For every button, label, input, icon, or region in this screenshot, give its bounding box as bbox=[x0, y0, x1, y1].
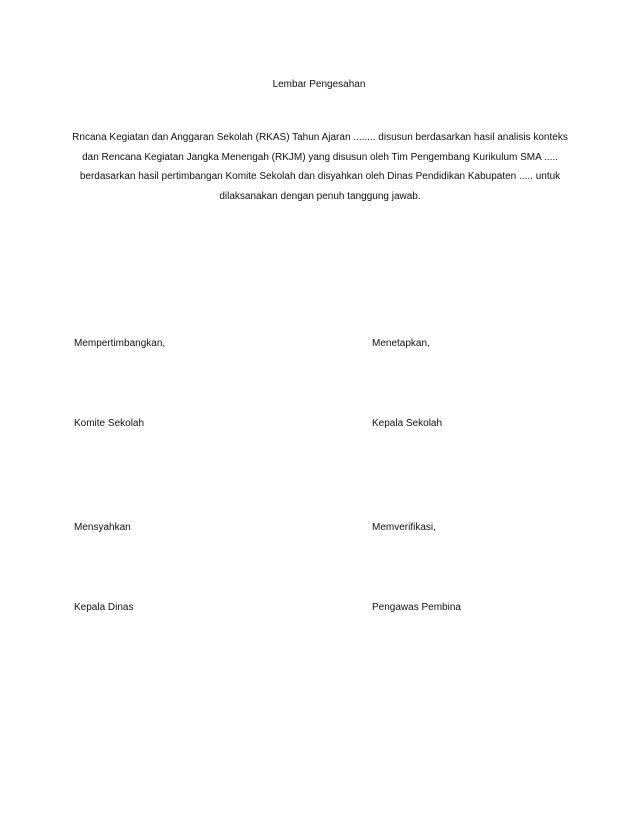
label-mensyahkan: Mensyahkan bbox=[74, 522, 131, 533]
label-mempertimbangkan: Mempertimbangkan, bbox=[74, 338, 166, 349]
body-paragraph: Rncana Kegiatan dan Anggaran Sekolah (RKAS) Tahun Ajaran ........ disusun berdasarkan hasil analisis konteks dan Rencana Kegiatan Jangka Menengah (RKJM) yang disusun oleh Tim Pengembang Kurikulum SMA ..... berdasarkan hasil pertimbangan Komite Sekolah dan disyahkan oleh Dinas Pendidikan Kabupaten ..... untuk dilaksanakan dengan penuh tanggung jawab. bbox=[72, 132, 568, 202]
label-memverifikasi: Memverifikasi, bbox=[372, 522, 436, 533]
label-menetapkan: Menetapkan, bbox=[372, 338, 430, 349]
label-kepala-dinas: Kepala Dinas bbox=[74, 602, 134, 613]
label-kepala-sekolah: Kepala Sekolah bbox=[372, 418, 443, 429]
label-pengawas-pembina: Pengawas Pembina bbox=[372, 602, 461, 613]
document-title: Lembar Pengesahan bbox=[272, 79, 366, 90]
label-komite-sekolah: Komite Sekolah bbox=[74, 418, 145, 429]
